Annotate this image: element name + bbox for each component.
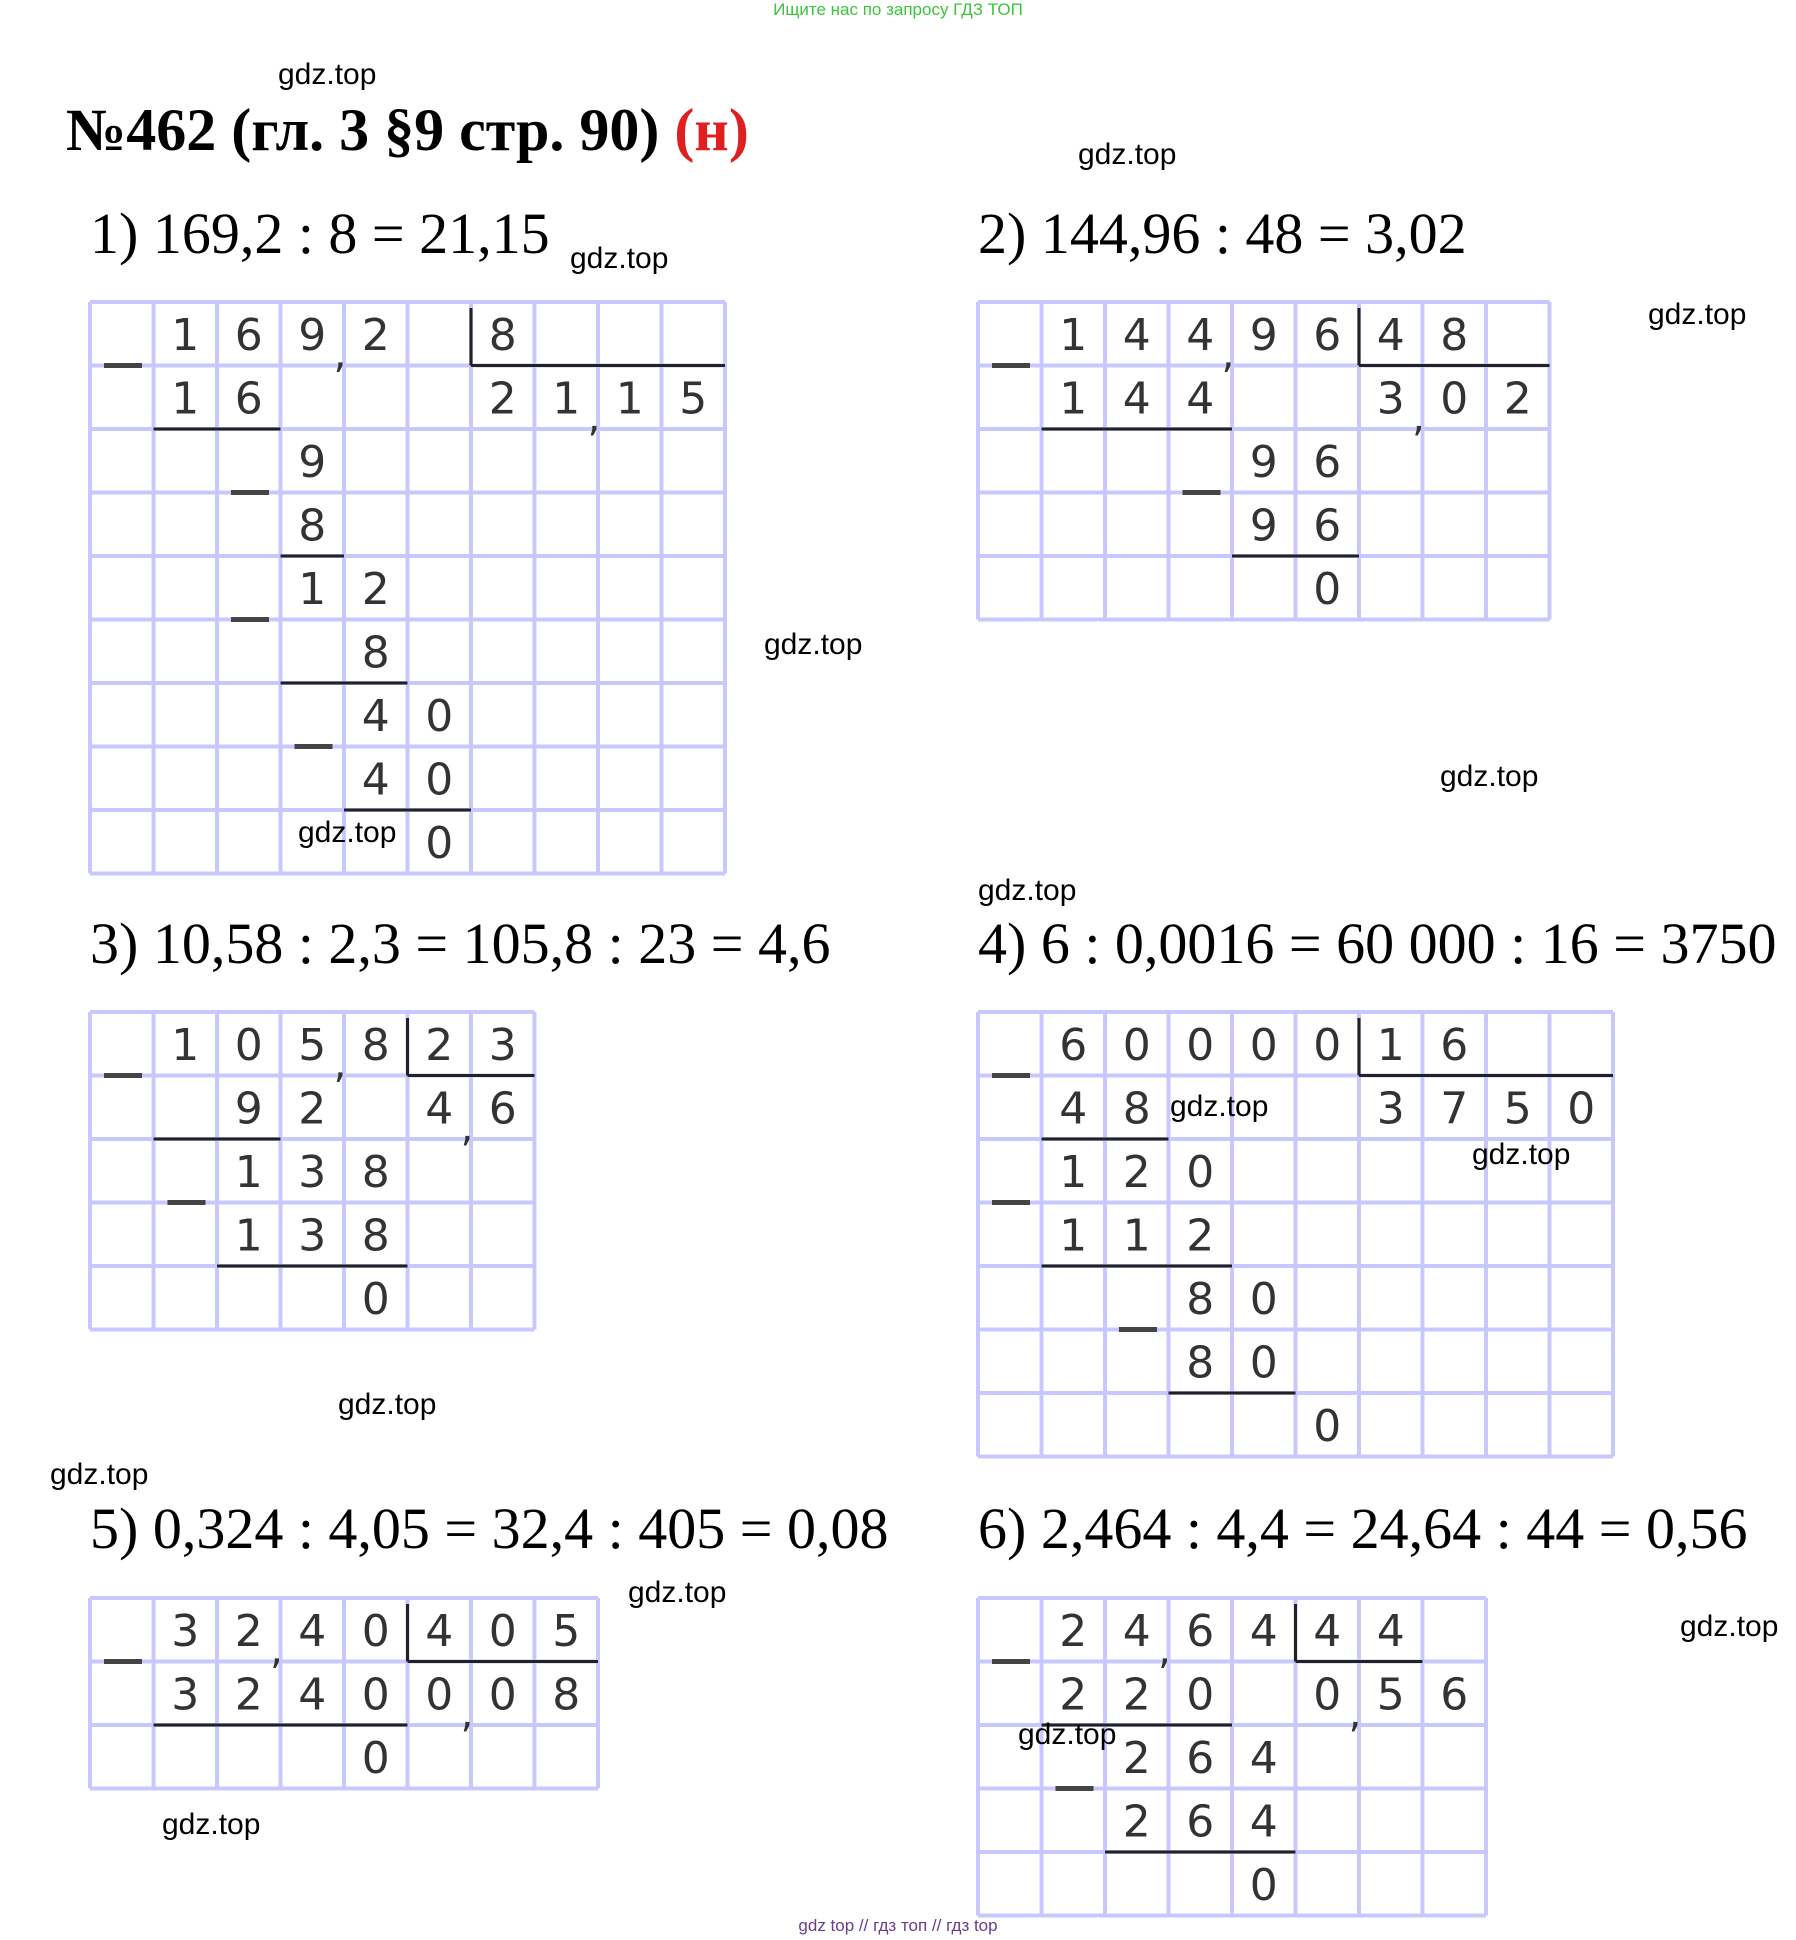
digit: 6: [1440, 1669, 1469, 1721]
digit: 8: [1440, 309, 1469, 361]
digit: 8: [1122, 1083, 1151, 1135]
digit: 4: [1313, 1605, 1342, 1657]
digit: 6: [488, 1083, 517, 1135]
digit: 4: [298, 1669, 327, 1721]
decimal-comma: ,: [460, 1105, 474, 1151]
digit: 0: [234, 1019, 263, 1071]
digit: 2: [488, 373, 517, 425]
digit: 1: [234, 1210, 263, 1262]
digit: 9: [298, 309, 327, 361]
digit: 2: [425, 1019, 454, 1071]
digit: 6: [1313, 309, 1342, 361]
digit: 4: [425, 1605, 454, 1657]
division-grid-6: [978, 1598, 1490, 1916]
digit: 1: [171, 1019, 200, 1071]
watermark: gdz.top: [1170, 1090, 1269, 1123]
page-title: [66, 96, 749, 165]
watermark: gdz.top: [1648, 298, 1747, 331]
digit: 9: [1249, 436, 1278, 488]
digit: 0: [1186, 1669, 1215, 1721]
digit: 1: [1059, 1210, 1088, 1262]
digit: 0: [1440, 373, 1469, 425]
digit: 4: [1186, 309, 1215, 361]
problem-6-equation: 6) 2,464 : 4,4 = 24,64 : 44 = 0,56: [978, 1496, 1748, 1561]
digit: 8: [361, 1146, 390, 1198]
digit: 2: [1059, 1669, 1088, 1721]
digit: 3: [171, 1669, 200, 1721]
watermark: gdz.top: [1018, 1718, 1117, 1751]
digit: 4: [1122, 1605, 1151, 1657]
digit: 4: [1249, 1605, 1278, 1657]
digit: 0: [361, 1273, 390, 1325]
digit: 1: [1059, 373, 1088, 425]
digit: 4: [1122, 373, 1151, 425]
division-grid-4: [978, 1012, 1618, 1457]
digit: 2: [361, 309, 390, 361]
digit: 4: [1249, 1732, 1278, 1784]
digit: 5: [1503, 1083, 1532, 1135]
digit: 6: [1440, 1019, 1469, 1071]
digit: 7: [1440, 1083, 1469, 1135]
digit: 4: [1122, 309, 1151, 361]
digit: 2: [234, 1605, 263, 1657]
digit: 8: [1186, 1337, 1215, 1389]
digit: 0: [1567, 1083, 1596, 1135]
digit: 3: [1376, 373, 1405, 425]
watermark: gdz.top: [338, 1388, 437, 1421]
digit: 1: [171, 373, 200, 425]
watermark: gdz.top: [1680, 1610, 1779, 1643]
digit: 1: [552, 373, 581, 425]
top-banner: Ищите нас по запросу ГДЗ ТОП: [773, 0, 1023, 19]
digit: 2: [1503, 373, 1532, 425]
decimal-comma: ,: [1348, 1691, 1362, 1737]
decimal-comma: ,: [270, 1627, 283, 1674]
digit: 1: [1059, 1146, 1088, 1198]
digit: 6: [1313, 436, 1342, 488]
digit: 0: [425, 1669, 454, 1721]
digit: 2: [1122, 1146, 1151, 1198]
title-main: №462 (гл. 3 §9 стр. 90): [66, 97, 660, 163]
digit: 1: [234, 1146, 263, 1198]
watermark: gdz.top: [1078, 138, 1177, 171]
digit: 8: [361, 1210, 390, 1262]
digit: 4: [1186, 373, 1215, 425]
digit: 8: [552, 1669, 581, 1721]
digit: 6: [1186, 1796, 1215, 1848]
digit: 1: [1122, 1210, 1151, 1262]
digit: 5: [552, 1605, 581, 1657]
watermark: gdz.top: [298, 816, 397, 849]
digit: 0: [1249, 1859, 1278, 1911]
digit: 0: [361, 1605, 390, 1657]
digit: 0: [1249, 1019, 1278, 1071]
digit: 6: [234, 309, 263, 361]
problem-2-equation: 2) 144,96 : 48 = 3,02: [978, 201, 1467, 266]
decimal-comma: ,: [333, 331, 347, 378]
digit: 2: [1122, 1669, 1151, 1721]
watermark: gdz.top: [628, 1576, 727, 1609]
digit: 0: [1313, 1400, 1342, 1452]
digit: 0: [1186, 1146, 1215, 1198]
digit: 6: [1186, 1605, 1215, 1657]
digit: 1: [298, 563, 327, 615]
decimal-comma: ,: [1221, 331, 1235, 378]
digit: 8: [298, 500, 327, 552]
digit: 6: [1059, 1019, 1088, 1071]
digit: 1: [1376, 1019, 1405, 1071]
watermark: gdz.top: [1440, 760, 1539, 793]
digit: 4: [1249, 1796, 1278, 1848]
digit: 4: [1376, 1605, 1405, 1657]
digit: 6: [234, 373, 263, 425]
decimal-comma: ,: [1158, 1627, 1171, 1674]
digit: 2: [234, 1669, 263, 1721]
decimal-comma: ,: [587, 395, 601, 441]
digit: 1: [171, 309, 200, 361]
digit: 0: [361, 1732, 390, 1784]
digit: 0: [488, 1669, 517, 1721]
digit: 2: [1122, 1796, 1151, 1848]
digit: 9: [234, 1083, 263, 1135]
digit: 6: [1313, 500, 1342, 552]
division-grid-3: [90, 1012, 538, 1330]
digit: 4: [298, 1605, 327, 1657]
division-grid-1: [90, 302, 730, 874]
digit: 6: [1186, 1732, 1215, 1784]
digit: 2: [361, 563, 390, 615]
digit: 3: [298, 1146, 327, 1198]
problem-3-equation: 3) 10,58 : 2,3 = 105,8 : 23 = 4,6: [90, 911, 831, 976]
digit: 0: [425, 690, 454, 742]
digit: 4: [361, 690, 390, 742]
digit: 8: [488, 309, 517, 361]
watermark: gdz.top: [570, 242, 669, 275]
watermark: gdz.top: [50, 1458, 149, 1491]
watermark: gdz.top: [764, 628, 863, 661]
digit: 5: [1376, 1669, 1405, 1721]
decimal-comma: ,: [1412, 395, 1425, 441]
digit: 9: [298, 436, 327, 488]
digit: 0: [488, 1605, 517, 1657]
digit: 0: [1313, 563, 1342, 615]
digit: 3: [488, 1019, 517, 1071]
digit: 2: [1122, 1732, 1151, 1784]
digit: 0: [361, 1669, 390, 1721]
digit: 4: [361, 754, 390, 806]
digit: 0: [425, 817, 454, 869]
digit: 0: [1249, 1337, 1278, 1389]
digit: 4: [425, 1083, 454, 1135]
digit: 8: [1186, 1273, 1215, 1325]
problem-1-equation: 1) 169,2 : 8 = 21,15: [90, 201, 550, 266]
digit: 3: [1376, 1083, 1405, 1135]
digit: 8: [361, 1019, 390, 1071]
problem-4-equation: 4) 6 : 0,0016 = 60 000 : 16 = 3750: [978, 911, 1777, 976]
digit: 5: [298, 1019, 327, 1071]
watermark: gdz.top: [278, 58, 377, 91]
digit: 0: [1186, 1019, 1215, 1071]
digit: 4: [1376, 309, 1405, 361]
digit: 9: [1249, 309, 1278, 361]
digit: 1: [615, 373, 644, 425]
decimal-comma: ,: [460, 1691, 474, 1737]
digit: 5: [679, 373, 708, 425]
division-grid-2: [978, 302, 1554, 620]
decimal-comma: ,: [333, 1041, 347, 1088]
problem-5-equation: 5) 0,324 : 4,05 = 32,4 : 405 = 0,08: [90, 1496, 889, 1561]
bottom-banner: gdz top // гдз топ // гдз top: [798, 1916, 998, 1935]
division-grid-5: [90, 1598, 602, 1789]
digit: 9: [1249, 500, 1278, 552]
digit: 0: [1122, 1019, 1151, 1071]
digit: 2: [298, 1083, 327, 1135]
digit: 0: [425, 754, 454, 806]
digit: 2: [1059, 1605, 1088, 1657]
digit: 0: [1249, 1273, 1278, 1325]
title-tag: (н): [674, 97, 749, 163]
digit: 0: [1313, 1019, 1342, 1071]
digit: 8: [361, 627, 390, 679]
watermark: gdz.top: [1472, 1138, 1571, 1171]
digit: 3: [171, 1605, 200, 1657]
digit: 2: [1186, 1210, 1215, 1262]
watermark: gdz.top: [162, 1808, 261, 1841]
digit: 3: [298, 1210, 327, 1262]
digit: 0: [1313, 1669, 1342, 1721]
digit: 4: [1059, 1083, 1088, 1135]
watermark: gdz.top: [978, 874, 1077, 907]
digit: 1: [1059, 309, 1088, 361]
